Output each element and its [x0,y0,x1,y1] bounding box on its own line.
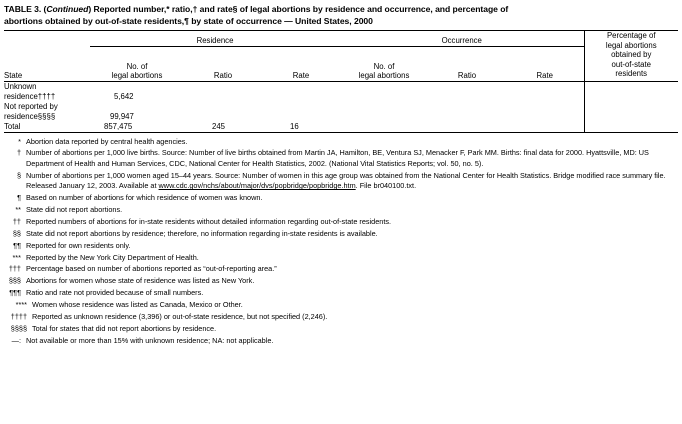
cell-occurrence-ratio [428,102,506,122]
footnote-text: Reported as unknown residence (3,396) or out-of-state residence, but not specified (2,246). [32,312,328,322]
col-header-occurrence-number-l1: No. of [373,61,395,71]
footnote-item [4,324,678,334]
footnote-mark: § [16,170,21,180]
table-title [0,0,682,27]
cell-occurrence-number [340,102,428,122]
footnote-text: Ratio and rate not provided because of small numbers. [26,288,204,298]
cell-pct-out-of-state [584,81,678,102]
col-header-residence-rate: Rate [292,71,310,80]
footnote-mark: ¶¶ [13,240,21,250]
col-header-occurrence-rate: Rate [536,71,553,80]
cell-residence-rate: 16 [290,121,299,131]
cell-occurrence-rate [506,122,584,132]
footnote-text: Not available or more than 15% with unknown residence; NA: not applicable. [26,335,274,345]
footnote-text: Reported numbers of abortions for in-state residents without detailed information regarding out-of-state residents. [26,216,392,226]
footnote-text-part-1: Number of abortions per 1,000 women aged 15–44 years. Source: Number of women in this age group was obtained from the National Center for Health Statistics. Bridge modified race summary file. Released January 12, 2003. Available at [26,170,666,191]
cell-residence-number: 5,642 [114,91,134,101]
footnote-mark: †††† [10,312,27,322]
footnote-text-part-2: . File br040100.txt. [355,181,417,191]
footnote-mark: *** [12,252,21,262]
row-label-unknown-residence [4,81,90,102]
footnote-item [4,336,678,346]
footnote-mark: * [18,136,21,146]
cell-occurrence-ratio [428,122,506,132]
pct-header-line-4: out-of-state [611,59,651,69]
cell-residence-ratio [184,102,262,122]
footnote-item [4,148,678,169]
footnote-item [4,312,678,322]
col-header-occurrence-number-l2: legal abortions [358,71,410,80]
footnote-text: Abortions for women whose state of residence was listed as New York. [26,276,255,286]
footnote-text: State did not report abortions. [26,204,123,214]
pct-header-line-3: obtained by [611,50,652,59]
abortion-data-table [4,31,678,132]
footnote-mark: ††† [8,264,21,274]
table-bottom-rule [4,132,678,133]
footnote-item [4,171,678,192]
row-label-line-2: residence§§§§ [4,111,56,121]
cell-occurrence-number [340,122,428,132]
row-label-not-reported-by-residence [4,102,90,122]
cell-occurrence-ratio [428,81,506,102]
row-label-line-2: residence†††† [4,91,56,101]
col-header-occurrence-number [340,47,428,82]
column-header-row [4,47,678,82]
footnote-item [4,264,678,274]
footnote-text: Reported by the New York City Department of Health. [26,252,199,262]
cell-occurrence-rate [506,102,584,122]
footnote-mark: †† [12,216,21,226]
cell-residence-number: 857,475 [104,121,133,131]
row-label-total: Total [4,121,21,131]
footnote-text: Percentage based on number of abortions reported as “out-of-reporting area.” [26,264,277,274]
footnote-item [4,217,678,227]
col-header-state [4,47,90,82]
footnote-item [4,300,678,310]
table-title-line1-rest: ) Reported number,* ratio,† and rate§ of legal abortions by residence and occurrence, and percentage of [88,4,509,14]
footnote-mark: † [16,148,21,158]
pct-out-of-state-header [584,31,678,81]
cell-residence-rate [262,81,340,102]
table-title-prefix: TABLE 3. ( [4,4,47,14]
footnote-item [4,229,678,239]
group-header-occurrence: Occurrence [441,36,482,45]
pct-header-line-2: legal abortions [605,40,657,50]
footnote-item [4,137,678,147]
cell-residence-ratio [184,81,262,102]
footnote-item [4,193,678,203]
footnote-item [4,276,678,286]
table-row-total [4,122,678,132]
footnote-text: State did not report abortions by residence; therefore, no information regarding in-state residents is available. [26,228,378,238]
footnotes-list [4,137,678,347]
footnote-mark: —: [11,335,21,345]
footnote-mark: ¶ [17,193,21,203]
table-title-continued: Continued [46,4,89,14]
footnote-mark: §§§ [8,276,21,286]
footnote-mark: ** [15,204,21,214]
cell-residence-rate [262,102,340,122]
col-header-occurrence-ratio: Ratio [457,71,477,80]
group-header-row [4,31,678,45]
footnote-link[interactable]: www.cdc.gov/nchs/about/major/dvs/popbridge/popbridge.htm [158,181,356,191]
cell-occurrence-number [340,81,428,102]
footnote-text [26,171,678,192]
footnote-text: Total for states that did not report abortions by residence. [32,324,217,333]
group-header-residence: Residence [196,36,234,45]
footnote-text: Based on number of abortions for which residence of women was known. [26,193,263,203]
footnote-item [4,205,678,215]
table-title-line2: abortions obtained by out-of-state residents,¶ by state of occurrence — United States, 2000 [4,15,373,26]
table-row [4,81,678,102]
cell-residence-number: 99,947 [110,111,134,121]
col-header-residence-number-l1: No. of [126,61,148,71]
footnote-item [4,241,678,251]
footnote-mark: **** [15,300,27,310]
footnote-item [4,253,678,263]
footnote-mark: §§ [12,228,21,238]
footnote-mark: §§§§ [10,324,27,333]
cell-residence-ratio: 245 [212,121,226,131]
pct-header-line-5: residents [615,69,648,78]
footnote-text: Reported for own residents only. [26,240,131,250]
row-label-line-1: Unknown [4,81,37,91]
footnote-item [4,288,678,298]
col-header-state-text: State [4,71,23,80]
footnote-mark: ¶¶¶ [9,288,21,298]
footnote-text: Number of abortions per 1,000 live births. Source: Number of live births obtained from Martin JA, Hamilton, BE, Ventura SJ, Menacker F, Park MM. Births: final data for 2000. Hyattsville, MD: US Department of Health and Human Services, CDC, National Center for Health Statistics, 2002. (National Vital Statistics Reports; vol. 50, no. 5). [26,148,649,168]
col-header-residence-number [90,47,184,82]
cell-occurrence-rate [506,81,584,102]
col-header-residence-ratio: Ratio [213,71,233,80]
cell-pct-out-of-state [584,122,678,132]
table-row [4,102,678,122]
footnote-text: Women whose residence was listed as Canada, Mexico or Other. [32,300,243,310]
col-header-residence-number-l2: legal abortions [111,71,163,80]
footnote-text: Abortion data reported by central health agencies. [26,136,188,146]
row-label-line-1: Not reported by [4,101,58,111]
pct-header-line-1: Percentage of [606,31,656,40]
cell-pct-out-of-state [584,102,678,122]
